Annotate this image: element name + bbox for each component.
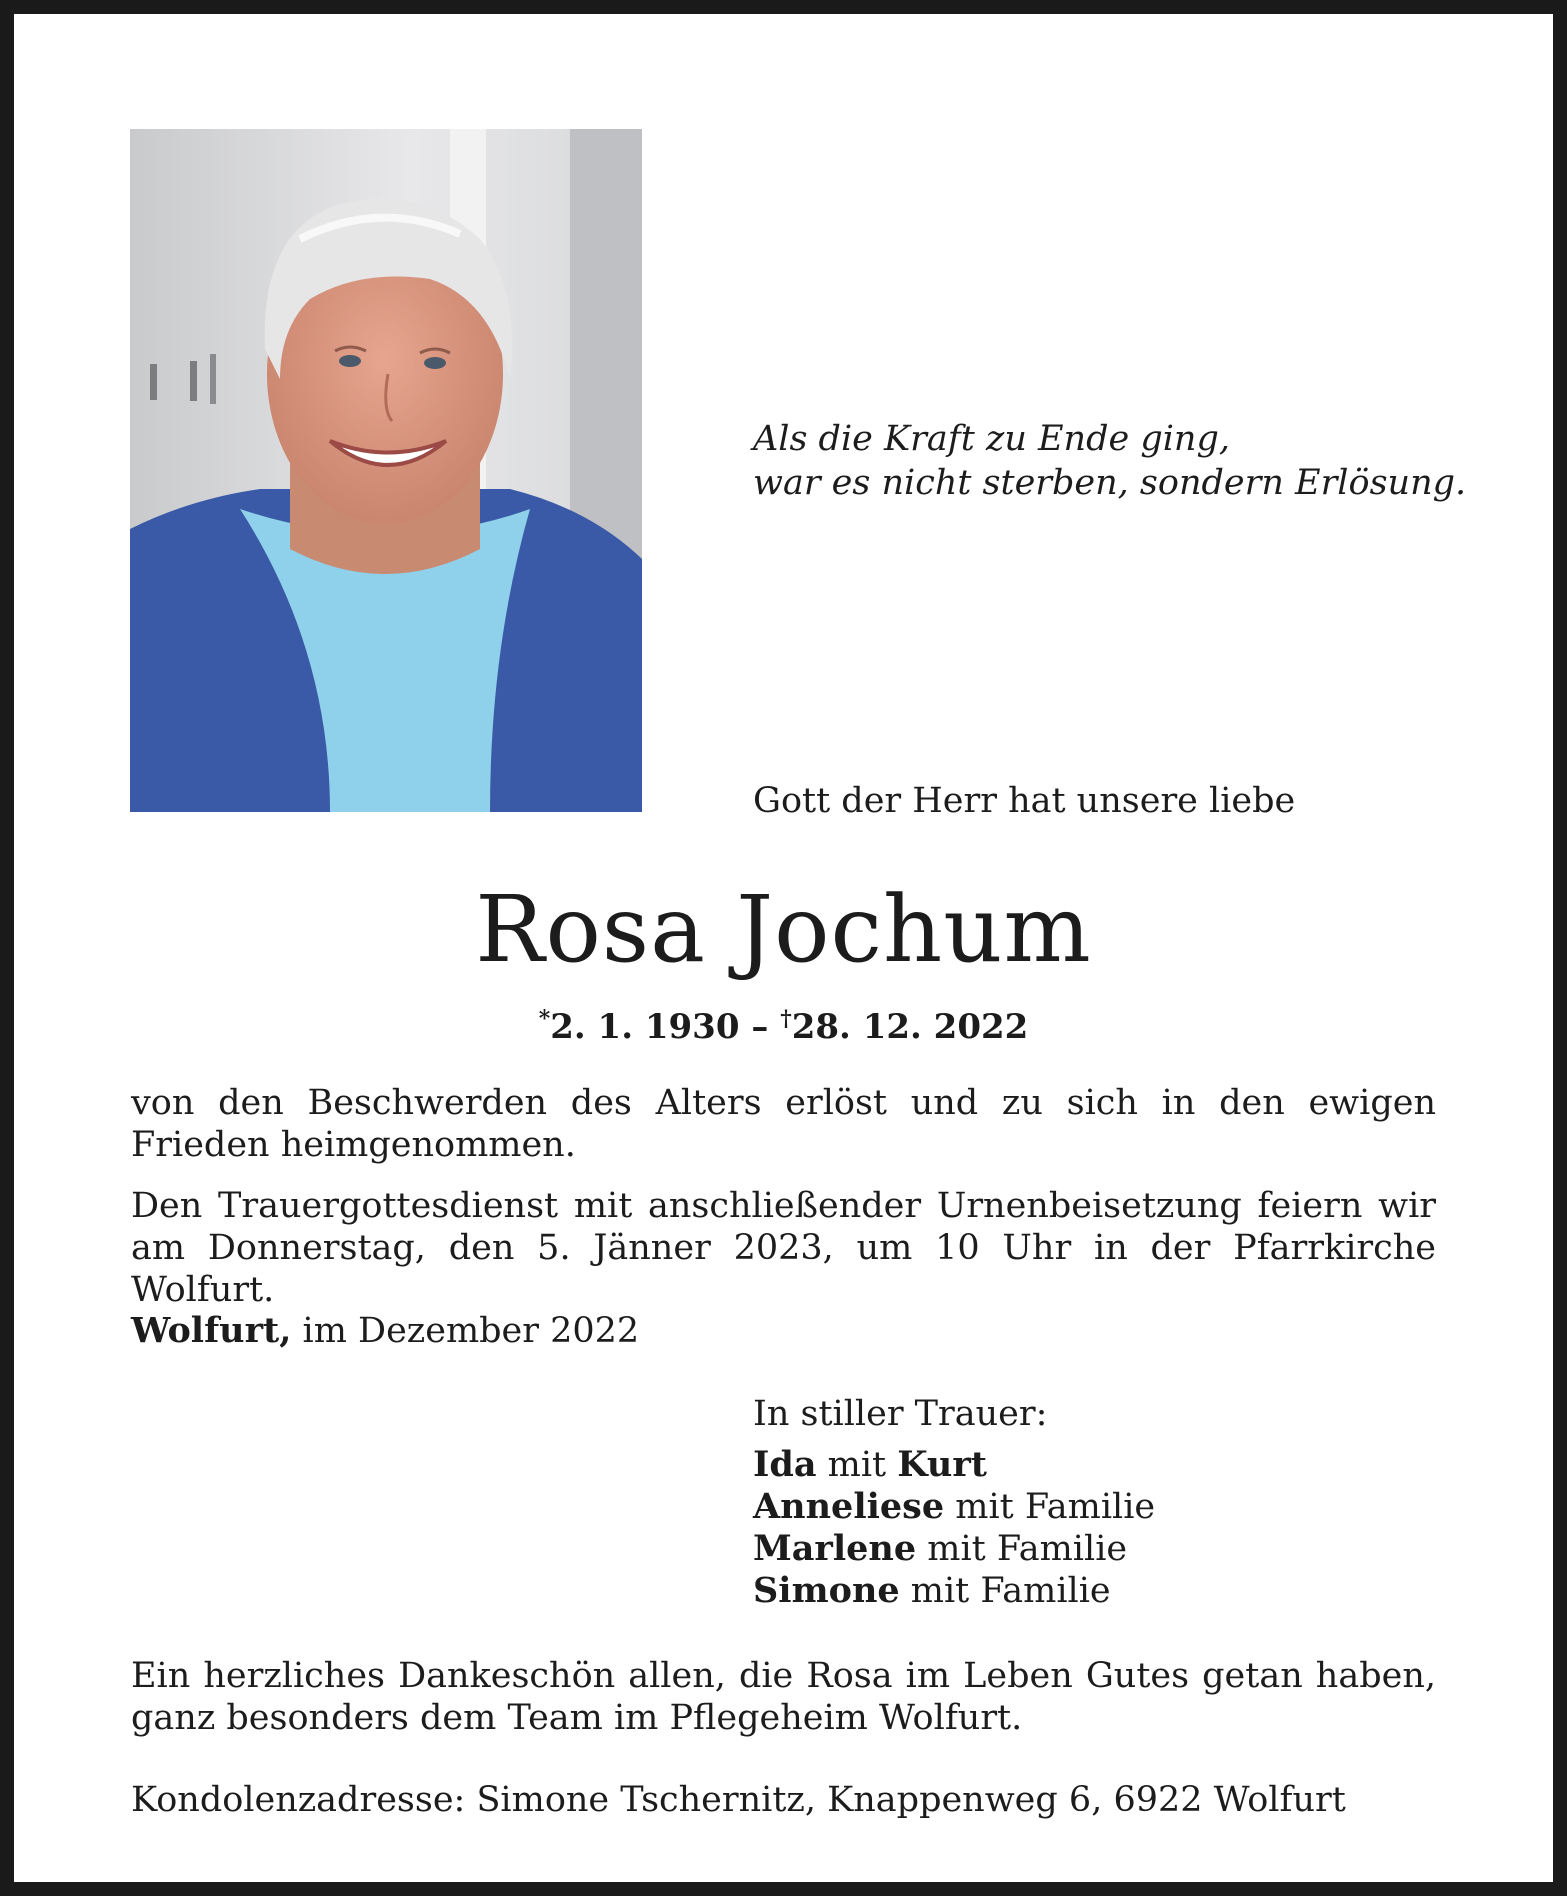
paragraph-peace: von den Beschwerden des Alters erlöst und zu sich in den ewigen Frieden heimgenommen. xyxy=(131,1083,1436,1165)
death-date: 28. 12. 2022 xyxy=(791,1007,1029,1047)
birth-symbol: * xyxy=(538,1006,551,1032)
mourner-partner: Kurt xyxy=(897,1444,987,1485)
mourner-relation: mit Familie xyxy=(899,1571,1111,1611)
mourner-relation: mit Familie xyxy=(916,1529,1128,1569)
life-dates xyxy=(0,998,1567,1048)
mourners-list xyxy=(753,1444,1155,1612)
mourner-row xyxy=(753,1486,1155,1528)
mourner-relation: mit Familie xyxy=(944,1487,1156,1527)
birth-date: 2. 1. 1930 xyxy=(550,1007,740,1047)
portrait-illustration xyxy=(130,129,642,812)
death-symbol: † xyxy=(780,1006,792,1032)
place-date-line xyxy=(131,1310,639,1352)
place-town: Wolfurt, xyxy=(131,1310,292,1351)
mourner-row xyxy=(753,1570,1155,1612)
mourners-heading: In stiller Trauer: xyxy=(753,1394,1048,1434)
date-separator: – xyxy=(739,1007,781,1047)
paragraph-service: Den Trauergottesdienst mit anschließender Urnenbeisetzung feiern wir am Donnerstag, den 5. Jänner 2023, um 10 Uhr in der Pfarrkirche Wolfurt. xyxy=(131,1186,1436,1310)
condolence-address: Kondolenzadresse: Simone Tschernitz, Knappenweg 6, 6922 Wolfurt xyxy=(131,1780,1346,1820)
quote-line-2: war es nicht sterben, sondern Erlösung. xyxy=(753,463,1467,503)
mourner-name: Simone xyxy=(753,1570,900,1611)
deceased-name: Rosa Jochum xyxy=(475,876,1092,983)
mourner-relation: mit xyxy=(816,1445,898,1485)
mourner-name: Anneliese xyxy=(753,1486,945,1527)
intro-text: Gott der Herr hat unsere liebe xyxy=(753,781,1296,821)
epitaph-quote xyxy=(753,417,1473,505)
paragraph-thanks: Ein herzliches Dankeschön allen, die Rosa im Leben Gutes getan haben, ganz besonders dem Team im Pflegeheim Wolfurt. xyxy=(131,1656,1436,1738)
portrait-photo xyxy=(130,129,642,812)
mourner-name: Ida xyxy=(753,1444,817,1485)
mourner-name: Marlene xyxy=(753,1528,917,1569)
mourner-row xyxy=(753,1444,1155,1486)
mourner-row xyxy=(753,1528,1155,1570)
place-date: im Dezember 2022 xyxy=(291,1311,640,1351)
quote-line-1: Als die Kraft zu Ende ging, xyxy=(753,419,1230,459)
